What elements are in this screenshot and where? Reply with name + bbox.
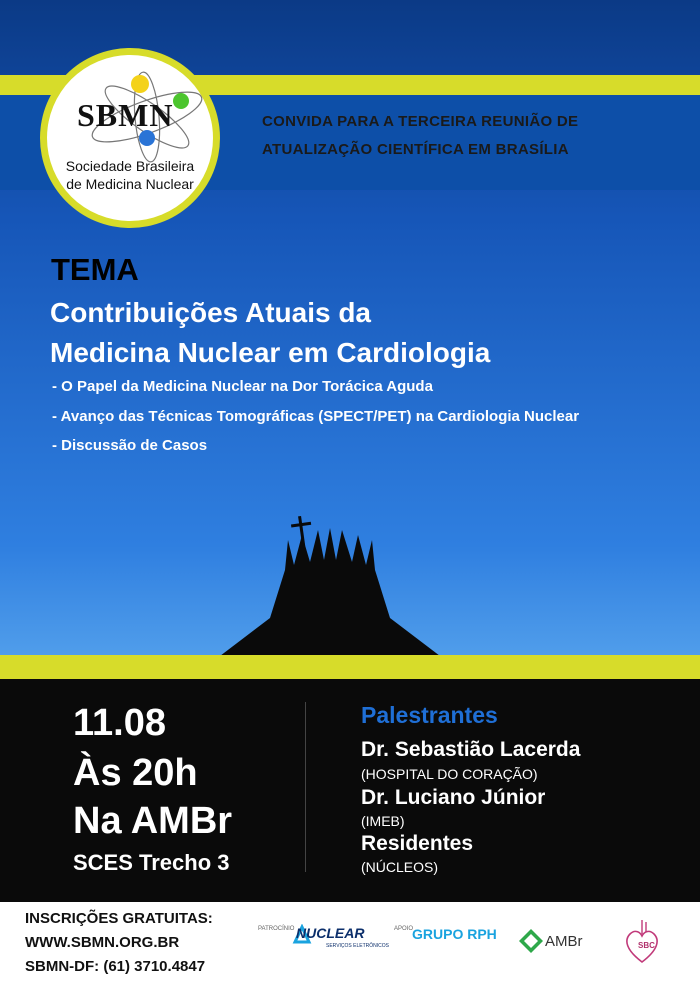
support-label: APOIO [394,926,414,932]
yellow-band-middle [0,655,700,679]
speaker-name: Dr. Luciano Júnior [361,786,546,809]
theme-label: TEMA [51,252,139,287]
topic-item: - O Papel da Medicina Nuclear na Dor Torácica Aguda [52,378,433,395]
event-date: 11.08 [73,702,166,744]
divider [305,702,306,872]
registration-label: INSCRIÇÕES GRATUITAS: [25,910,213,927]
speaker-affiliation: (HOSPITAL DO CORAÇÃO) [361,766,538,782]
sbmn-logo [40,48,220,228]
atom-icon [47,55,213,221]
speakers-title: Palestrantes [361,702,498,728]
invite-text [262,108,578,164]
invite-line1: CONVIDA PARA A TERCEIRA REUNIÃO DE [262,113,579,130]
grupo-rph-logo: GRUPO RPH [412,926,497,942]
ambr-logo-icon [518,928,544,954]
event-address: SCES Trecho 3 [73,850,230,875]
speaker-name: Dr. Sebastião Lacerda [361,738,581,761]
topic-item: - Discussão de Casos [52,437,208,454]
logo-subtitle-line2: de Medicina Nuclear [66,176,194,192]
logo-title: SBMN [77,97,174,133]
sponsor-label: PATROCÍNIO [258,926,295,932]
speaker-name: Residentes [361,832,474,855]
theme-title-line2: Medicina Nuclear em Cardiologia [50,337,491,368]
event-time: Às 20h [73,752,198,794]
sbc-logo: SBC [638,941,655,950]
logo-subtitle-line1: Sociedade Brasileira [65,158,195,174]
topic-item: - Avanço das Técnicas Tomográficas (SPECT/PET) na Cardiologia Nuclear [52,408,580,425]
theme-title-line1: Contribuições Atuais da [50,297,372,328]
cathedral-silhouette [210,510,450,660]
event-venue: Na AMBr [73,800,233,842]
nuclear-logo: NUCLEAR [296,925,365,941]
ambr-logo: AMBr [545,933,583,950]
speaker-affiliation: (IMEB) [361,813,405,829]
website-link[interactable]: WWW.SBMN.ORG.BR [25,934,180,951]
logo-circle [47,55,213,221]
invite-line2: ATUALIZAÇÃO CIENTÍFICA EM BRASÍLIA [262,141,569,158]
phone-number: SBMN-DF: (61) 3710.4847 [25,958,206,975]
speaker-affiliation: (NÚCLEOS) [361,859,439,875]
nuclear-logo-subtitle: SERVIÇOS ELETRÔNICOS [326,943,389,949]
